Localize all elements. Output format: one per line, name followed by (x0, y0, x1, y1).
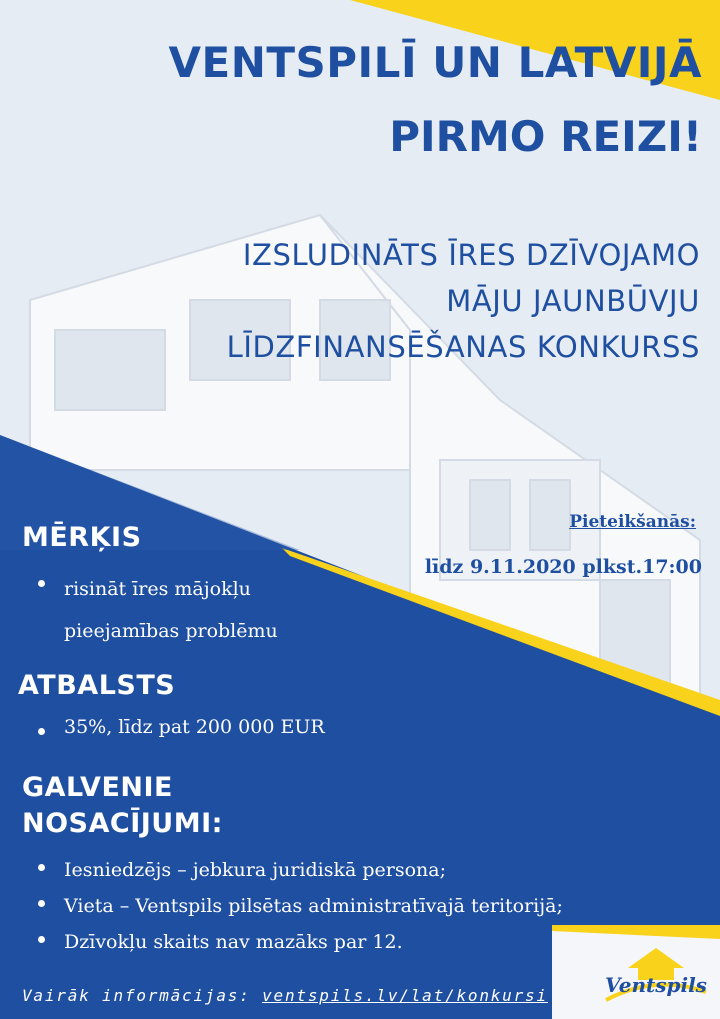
footer-label: Vairāk informācijas: (22, 986, 251, 1005)
conditions-heading-line-2: NOSACĪJUMI: (22, 808, 223, 839)
conditions-list (28, 852, 563, 960)
list-item: Vieta – Ventspils pilsētas administratīvajā teritorijā; (28, 888, 563, 924)
support-heading: ATBALSTS (18, 670, 176, 701)
list-item: Iesniedzējs – jebkura juridiskā persona; (28, 852, 563, 888)
deadline-value: līdz 9.11.2020 plkst.17:00 (424, 556, 702, 578)
deadline-label: Pieteikšanās: (569, 512, 696, 532)
list-item: risināt īres mājokļu pieejamības problēmu (28, 568, 278, 652)
footer-link[interactable]: ventspils.lv/lat/konkursi (262, 986, 548, 1005)
subtitle-line-3: LĪDZFINANSĒŠANAS KONKURSS (226, 330, 700, 364)
title-line-1: VENTSPILĪ UN LATVIJĀ (168, 38, 702, 87)
goal-heading: MĒRĶIS (22, 522, 142, 553)
subtitle-line-2: MĀJU JAUNBŪVJU (446, 284, 700, 318)
logo-text: Ventspils (605, 973, 707, 997)
support-list (28, 716, 325, 738)
ventspils-logo (598, 940, 714, 1014)
list-item: Dzīvokļu skaits nav mazāks par 12. (28, 924, 563, 960)
subtitle-line-1: IZSLUDINĀTS ĪRES DZĪVOJAMO (242, 238, 700, 272)
conditions-heading-line-1: GALVENIE (22, 772, 173, 803)
footer (22, 986, 548, 1005)
goal-list (28, 568, 278, 652)
title-line-2: PIRMO REIZI! (389, 112, 702, 161)
list-item: 35%, līdz pat 200 000 EUR (28, 716, 325, 738)
